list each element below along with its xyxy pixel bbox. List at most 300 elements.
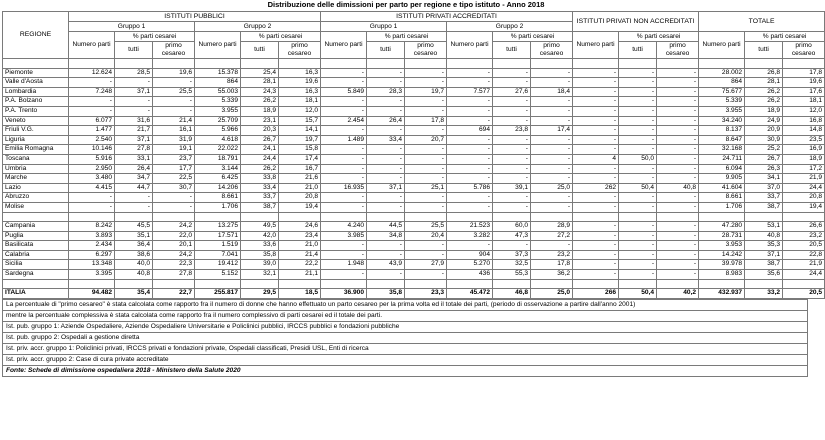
value-cell: - [573,87,619,97]
value-cell: - [405,97,447,107]
header-pct-cesarei-priv-g2: % parti cesarei [493,32,573,42]
table-row [3,183,825,193]
table-row [3,97,825,107]
value-cell: - [115,97,153,107]
value-cell: 25,1 [405,183,447,193]
header-pub-gruppo2: Gruppo 2 [195,22,321,32]
value-cell: 22,5 [153,174,195,184]
value-cell: 40,0 [115,260,153,270]
region-cell: Veneto [3,116,69,126]
value-cell: 31,9 [153,135,195,145]
value-cell: 44,7 [115,183,153,193]
value-cell: - [573,250,619,260]
value-cell: 9.905 [699,174,745,184]
value-cell: - [405,193,447,203]
value-cell: 13.348 [69,260,115,270]
value-cell: 23,3 [405,289,447,299]
value-cell: 37,1 [115,135,153,145]
value-cell: 28,1 [241,78,279,88]
value-cell: 19,7 [405,87,447,97]
header-pct-cesarei-pub-g2: % parti cesarei [241,32,321,42]
value-cell: 1.706 [699,202,745,212]
value-cell: - [657,202,699,212]
value-cell: 21,9 [783,174,825,184]
value-cell: 26,4 [115,164,153,174]
value-cell: - [531,68,573,78]
value-cell: 3.955 [195,106,241,116]
value-cell: - [321,250,367,260]
value-cell: 4 [573,154,619,164]
value-cell: - [153,202,195,212]
value-cell: 35,8 [241,250,279,260]
value-cell: 25,0 [531,183,573,193]
value-cell: 40,8 [657,183,699,193]
value-cell: 17,6 [783,87,825,97]
value-cell: - [619,126,657,136]
value-cell: - [493,241,531,251]
value-cell: 55.003 [195,87,241,97]
value-cell: - [69,106,115,116]
value-cell: 16,1 [153,126,195,136]
header-totale: TOTALE [699,12,825,32]
value-cell: 26,8 [745,68,783,78]
value-cell: 33,6 [241,241,279,251]
value-cell: - [447,174,493,184]
value-cell: - [619,193,657,203]
value-cell: - [367,270,405,280]
table-row [3,126,825,136]
value-cell: 36.900 [321,289,367,299]
value-cell: 4.415 [69,183,115,193]
table-row [3,145,825,155]
value-cell: 17,4 [279,154,321,164]
table-row [3,222,825,232]
value-cell: - [657,270,699,280]
value-cell: 25.709 [195,116,241,126]
value-cell: 44,5 [367,222,405,232]
value-cell: 6.297 [69,250,115,260]
value-cell: - [531,78,573,88]
value-cell: - [447,97,493,107]
value-cell: - [573,202,619,212]
region-cell: Toscana [3,154,69,164]
value-cell: - [405,145,447,155]
region-cell: Lazio [3,183,69,193]
value-cell: 45.472 [447,289,493,299]
value-cell: - [367,106,405,116]
value-cell: 864 [699,78,745,88]
value-cell: 30,9 [745,135,783,145]
value-cell: 75.677 [699,87,745,97]
value-cell: - [493,202,531,212]
region-cell: Marche [3,174,69,184]
value-cell: - [493,116,531,126]
value-cell: - [619,250,657,260]
region-cell: Basilicata [3,241,69,251]
region-cell: ITALIA [3,289,69,299]
value-cell: - [69,193,115,203]
value-cell: - [115,106,153,116]
value-cell: - [493,193,531,203]
value-cell: 12,0 [279,106,321,116]
region-cell: Liguria [3,135,69,145]
value-cell: 5.849 [321,87,367,97]
value-cell: - [657,154,699,164]
value-cell: 20,8 [783,193,825,203]
value-cell: - [657,241,699,251]
value-cell: - [619,87,657,97]
value-cell: 17,8 [783,68,825,78]
value-cell: - [405,202,447,212]
value-cell: - [153,193,195,203]
value-cell: - [657,116,699,126]
value-cell: 2.454 [321,116,367,126]
table-row [3,87,825,97]
value-cell: 25,0 [531,289,573,299]
value-cell: 8.242 [69,222,115,232]
table-row [3,154,825,164]
spacer-row [3,279,825,289]
value-cell: 42,0 [241,231,279,241]
value-cell: 50,4 [619,289,657,299]
value-cell: 17,8 [405,116,447,126]
value-cell: 40,8 [115,270,153,280]
value-cell: - [531,116,573,126]
value-cell: - [69,97,115,107]
value-cell: - [405,68,447,78]
header-primo-cesareo-totale: primo cesareo [783,42,825,59]
value-cell: 266 [573,289,619,299]
value-cell: 8.661 [699,193,745,203]
header-numero-parti-pub-g2: Numero parti [195,32,241,59]
value-cell: 38,7 [241,202,279,212]
value-cell: - [447,164,493,174]
value-cell: - [493,68,531,78]
value-cell: - [573,135,619,145]
value-cell: 22,8 [783,250,825,260]
region-cell: Campania [3,222,69,232]
value-cell: 33,2 [745,289,783,299]
value-cell: - [573,145,619,155]
value-cell: 262 [573,183,619,193]
value-cell: - [657,193,699,203]
table-row [3,78,825,88]
value-cell: - [493,174,531,184]
value-cell: - [531,135,573,145]
value-cell: 53,1 [745,222,783,232]
value-cell: - [531,145,573,155]
value-cell: - [573,174,619,184]
value-cell: - [115,78,153,88]
value-cell: 26,7 [241,135,279,145]
region-cell: Abruzzo [3,193,69,203]
value-cell: 21,0 [279,241,321,251]
table-row [3,116,825,126]
value-cell: 40,2 [657,289,699,299]
value-cell: 28,9 [531,222,573,232]
value-cell: - [657,231,699,241]
region-cell: Puglia [3,231,69,241]
value-cell: 23,7 [153,154,195,164]
value-cell: 46,8 [493,289,531,299]
table-row [3,260,825,270]
value-cell: 40,8 [745,231,783,241]
value-cell: 20,4 [405,231,447,241]
value-cell: 6.425 [195,174,241,184]
value-cell: 26,7 [745,154,783,164]
note-line: La percentuale di "primo cesareo" è stata calcolata come rapporto fra il numero di donne che hanno effettuato un parto cesareo per la prima volta ed il totale dei parti, (periodo di osservazione a partire dall'anno 2001) [2,299,808,311]
header-primo-cesareo-pub-g2: primo cesareo [279,42,321,59]
value-cell: - [405,250,447,260]
value-cell: - [619,202,657,212]
value-cell: 19,6 [279,78,321,88]
value-cell: - [367,145,405,155]
value-cell: - [573,97,619,107]
region-cell: Valle d'Aosta [3,78,69,88]
value-cell: - [657,126,699,136]
value-cell: 4.240 [321,222,367,232]
value-cell: 29,5 [241,289,279,299]
value-cell: 37,3 [493,250,531,260]
value-cell: 36,4 [115,241,153,251]
value-cell: 34,7 [115,174,153,184]
value-cell: - [367,126,405,136]
value-cell: 21,4 [279,250,321,260]
value-cell: - [531,97,573,107]
header-numero-parti-nonacc: Numero parti [573,32,619,59]
value-cell: - [321,164,367,174]
value-cell: 6.077 [69,116,115,126]
value-cell: 17,7 [153,164,195,174]
table-row [3,174,825,184]
header-tutti-pub-g1: tutti [115,42,153,59]
table-row [3,202,825,212]
region-cell: Calabria [3,250,69,260]
value-cell: 33,1 [115,154,153,164]
value-cell: 23,5 [783,135,825,145]
value-cell: 39.978 [699,260,745,270]
region-cell: Emilia Romagna [3,145,69,155]
value-cell: 50,0 [619,154,657,164]
header-tutti-pub-g2: tutti [241,42,279,59]
header-numero-parti-totale: Numero parti [699,32,745,59]
value-cell: 28,3 [367,87,405,97]
value-cell: 26,2 [745,97,783,107]
header-istituti-privati-non-accreditati: ISTITUTI PRIVATI NON ACCREDITATI [573,12,699,32]
value-cell: 24.711 [699,154,745,164]
value-cell: 33,7 [241,193,279,203]
value-cell: - [153,97,195,107]
value-cell: 21,4 [153,116,195,126]
value-cell: 20,8 [279,193,321,203]
value-cell: 5.339 [699,97,745,107]
value-cell: 25,2 [745,145,783,155]
value-cell: 12,0 [783,106,825,116]
value-cell: - [69,202,115,212]
header-pct-cesarei-totale: % parti cesarei [745,32,825,42]
value-cell: - [321,202,367,212]
value-cell: - [573,231,619,241]
value-cell: - [531,241,573,251]
value-cell: 32,1 [241,270,279,280]
value-cell: 38,6 [115,250,153,260]
value-cell: 16,3 [279,68,321,78]
value-cell: 255.817 [195,289,241,299]
header-pct-cesarei-nonacc: % parti cesarei [619,32,699,42]
value-cell: 17,4 [531,126,573,136]
value-cell: 24,4 [241,154,279,164]
table-row [3,193,825,203]
value-cell: - [447,145,493,155]
value-cell: 20,1 [153,241,195,251]
value-cell: - [367,193,405,203]
value-cell: 16,8 [783,116,825,126]
region-cell: Friuli V.G. [3,126,69,136]
spacer-row [3,59,825,69]
value-cell: 7.248 [69,87,115,97]
value-cell: 37,0 [745,183,783,193]
note-line: Ist. priv. accr. gruppo 1: Policlinici privati, IRCCS privati e fondazioni private, Ospedali classificati, Presidi USL, Enti di ricerca [2,344,808,355]
value-cell: - [153,78,195,88]
value-cell: - [367,250,405,260]
value-cell: 436 [447,270,493,280]
value-cell: 3.953 [699,241,745,251]
value-cell: - [573,106,619,116]
value-cell: - [321,241,367,251]
note-line: mentre la percentuale complessiva è stata calcolata come rapporto fra il numero complessivo di parti cesarei ed il totale dei parti. [2,311,808,322]
value-cell: - [657,135,699,145]
value-cell: 35,4 [115,289,153,299]
value-cell: - [153,106,195,116]
value-cell: 14.206 [195,183,241,193]
value-cell: 10.146 [69,145,115,155]
value-cell: 26,3 [745,164,783,174]
value-cell: - [573,68,619,78]
value-cell: 32,5 [493,260,531,270]
value-cell: 45,5 [115,222,153,232]
value-cell: 19,6 [153,68,195,78]
value-cell: 24,9 [745,116,783,126]
value-cell: 41.604 [699,183,745,193]
value-cell: 55,3 [493,270,531,280]
value-cell: 4.618 [195,135,241,145]
header-pct-cesarei-priv-g1: % parti cesarei [367,32,447,42]
value-cell: 19,7 [279,135,321,145]
header-primo-cesareo-nonacc: primo cesareo [657,42,699,59]
table-title: Distribuzione delle dimissioni per parto per regione e tipo istituto - Anno 2018 [267,0,545,9]
value-cell: - [321,78,367,88]
value-cell: - [657,106,699,116]
value-cell: 39,0 [241,260,279,270]
value-cell: 14.242 [699,250,745,260]
header-priv-gruppo2: Gruppo 2 [447,22,573,32]
value-cell: 18,9 [783,154,825,164]
value-cell: 20,3 [241,126,279,136]
value-cell: 22,0 [153,231,195,241]
value-cell: 33,4 [241,183,279,193]
header-primo-cesareo-priv-g1: primo cesareo [405,42,447,59]
value-cell: 23,1 [241,116,279,126]
data-table [2,11,825,299]
value-cell: 24,1 [241,145,279,155]
value-cell: 14,1 [279,126,321,136]
value-cell: 22,3 [153,260,195,270]
table-row [3,68,825,78]
value-cell: 1.489 [321,135,367,145]
value-cell: 17.571 [195,231,241,241]
value-cell: 15,8 [279,145,321,155]
value-cell: 24,2 [153,250,195,260]
value-cell: 27,9 [405,260,447,270]
value-cell: 8.137 [699,126,745,136]
value-cell: 17,2 [783,164,825,174]
value-cell: 22,2 [279,260,321,270]
value-cell: - [367,68,405,78]
value-cell: 16.935 [321,183,367,193]
value-cell: - [405,174,447,184]
value-cell: 19,4 [783,202,825,212]
value-cell: - [619,260,657,270]
value-cell: - [619,135,657,145]
value-cell: 21,7 [115,126,153,136]
value-cell: - [657,164,699,174]
value-cell: 16,9 [783,145,825,155]
value-cell: 50,4 [619,183,657,193]
value-cell: 8.661 [195,193,241,203]
value-cell: - [447,241,493,251]
value-cell: - [321,97,367,107]
value-cell: 47,3 [493,231,531,241]
value-cell: - [573,78,619,88]
table-row [3,106,825,116]
table-row [3,241,825,251]
value-cell: 24,2 [153,222,195,232]
value-cell: - [321,174,367,184]
note-line: Ist. pub. gruppo 1: Aziende Ospedaliere, Aziende Ospedaliere Universitarie e Policlinici pubblici, IRCCS pubblici e fondazioni pubbliche [2,322,808,333]
value-cell: - [573,126,619,136]
value-cell: 3.282 [447,231,493,241]
value-cell: - [573,116,619,126]
value-cell: 18,1 [783,97,825,107]
value-cell: - [573,270,619,280]
value-cell: - [321,106,367,116]
value-cell: 16,3 [279,87,321,97]
value-cell: 17,8 [531,260,573,270]
value-cell: - [619,78,657,88]
value-cell: 20,9 [745,126,783,136]
header-primo-cesareo-pub-g1: primo cesareo [153,42,195,59]
value-cell: - [493,154,531,164]
value-cell: 22.022 [195,145,241,155]
value-cell: 7.577 [447,87,493,97]
value-cell: 37,1 [367,183,405,193]
value-cell: 33,4 [367,135,405,145]
value-cell: - [493,164,531,174]
table-row [3,164,825,174]
value-cell: - [619,116,657,126]
value-cell: 5.339 [195,97,241,107]
value-cell: 8.983 [699,270,745,280]
value-cell: - [619,145,657,155]
region-cell: Sicilia [3,260,69,270]
value-cell: 20,5 [783,241,825,251]
value-cell: - [493,78,531,88]
spacer-row [3,212,825,222]
value-cell: - [573,260,619,270]
value-cell: - [619,231,657,241]
header-numero-parti-pub-g1: Numero parti [69,32,115,59]
value-cell: 33,8 [241,174,279,184]
